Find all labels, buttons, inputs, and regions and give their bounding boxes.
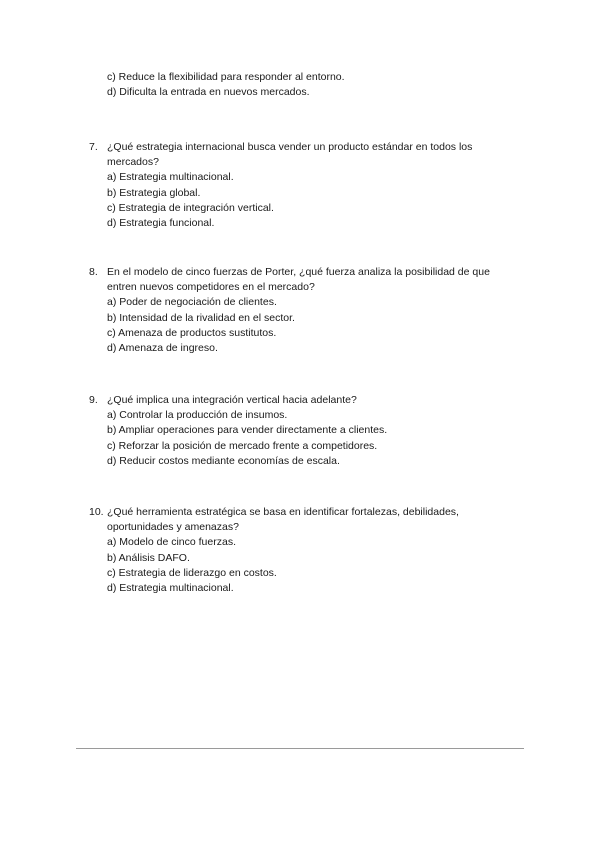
option-list <box>107 408 509 469</box>
question-text: ¿Qué herramienta estratégica se basa en identificar fortalezas, debilidades, oportunidades y amenazas? <box>107 506 459 534</box>
question-number: 10. <box>89 506 104 518</box>
option-c: c) Reduce la flexibilidad para responder al entorno. <box>107 71 345 83</box>
option-a: a) Poder de negociación de clientes. <box>107 296 277 309</box>
question-7 <box>89 140 509 231</box>
option-d: d) Dificulta la entrada en nuevos mercados. <box>107 86 310 99</box>
question-10 <box>89 505 509 596</box>
question-number: 8. <box>89 266 98 278</box>
option-a: a) Estrategia multinacional. <box>107 171 234 184</box>
option-c: c) Estrategia de liderazgo en costos. <box>107 566 277 579</box>
option-list <box>107 535 509 596</box>
option-list <box>107 170 509 231</box>
question-number: 7. <box>89 141 98 153</box>
option-b: b) Análisis DAFO. <box>107 551 190 564</box>
option-c: c) Estrategia de integración vertical. <box>107 201 274 214</box>
question-9 <box>89 393 509 469</box>
question-8 <box>89 265 509 356</box>
question-number: 9. <box>89 394 98 406</box>
option-b: b) Intensidad de la rivalidad en el sector. <box>107 311 295 324</box>
question-text: ¿Qué estrategia internacional busca vender un producto estándar en todos los mercados? <box>107 141 473 169</box>
option-d: d) Amenaza de ingreso. <box>107 342 218 355</box>
option-c: c) Amenaza de productos sustitutos. <box>107 326 277 339</box>
option-a: a) Controlar la producción de insumos. <box>107 409 288 422</box>
footer-divider <box>76 748 524 749</box>
question-text: En el modelo de cinco fuerzas de Porter, ¿qué fuerza analiza la posibilidad de que entren nuevos competidores en el mercado? <box>107 266 490 294</box>
option-a: a) Modelo de cinco fuerzas. <box>107 536 236 549</box>
option-d: d) Estrategia multinacional. <box>107 582 234 595</box>
option-d: d) Estrategia funcional. <box>107 217 215 230</box>
question-text: ¿Qué implica una integración vertical hacia adelante? <box>107 394 357 406</box>
option-b: b) Estrategia global. <box>107 186 201 199</box>
option-d: d) Reducir costos mediante economías de escala. <box>107 454 340 467</box>
carryover-options <box>107 70 345 100</box>
option-list <box>107 295 509 356</box>
option-b: b) Ampliar operaciones para vender directamente a clientes. <box>107 424 388 437</box>
option-c: c) Reforzar la posición de mercado frente a competidores. <box>107 439 378 452</box>
